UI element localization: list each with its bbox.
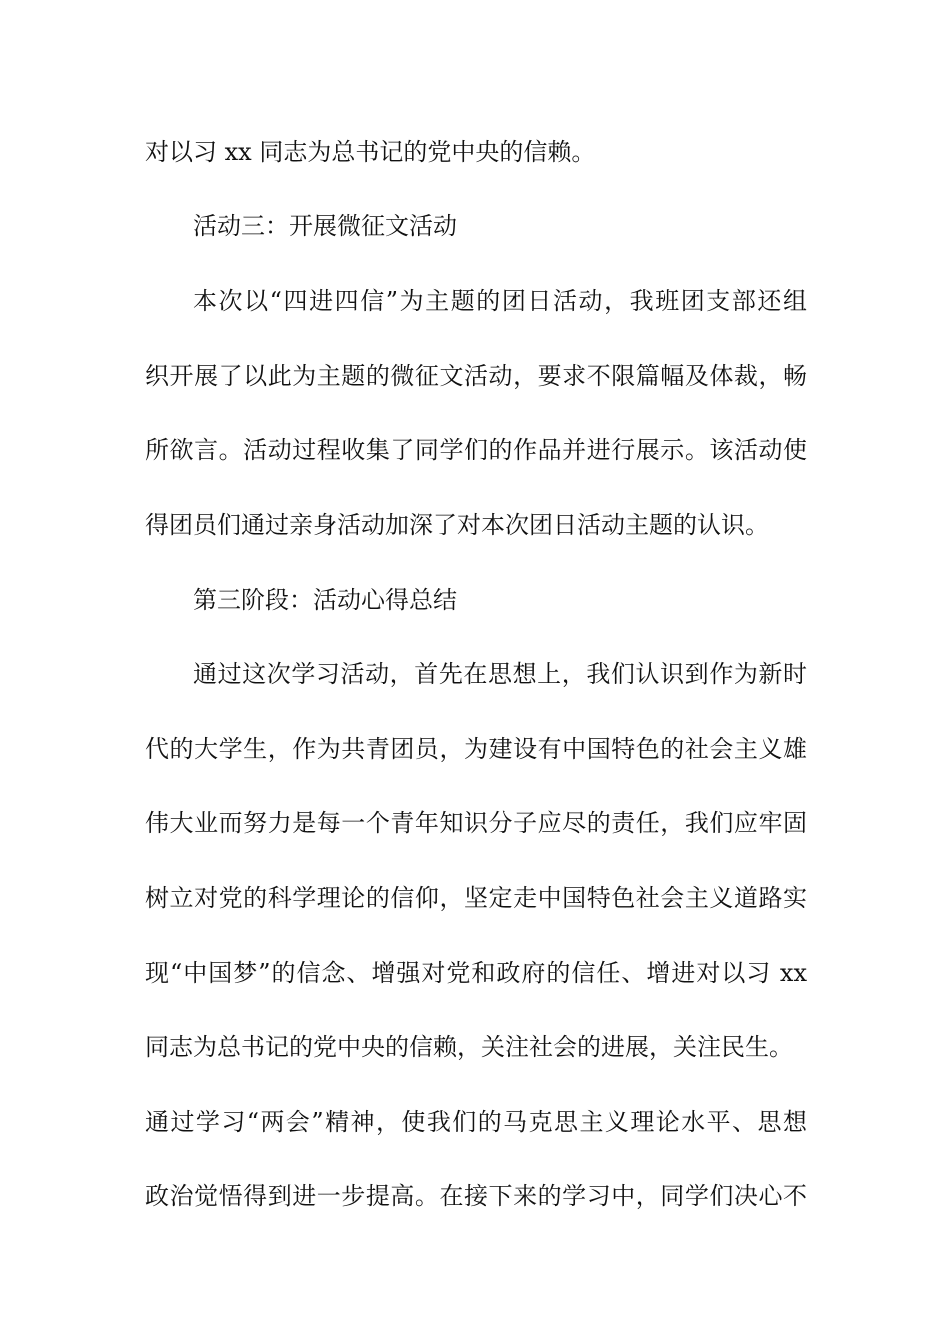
text-line-15: 政治觉悟得到进一步提高。在接下来的学习中，同学们决心不 xyxy=(145,1182,807,1210)
section-heading-stage-three: 第三阶段：活动心得总结 xyxy=(193,586,457,614)
text-line-6: 得团员们通过亲身活动加深了对本次团日活动主题的认识。 xyxy=(145,511,769,539)
section-heading-activity-three: 活动三：开展微征文活动 xyxy=(193,212,457,240)
text-line-8: 通过这次学习活动，首先在思想上，我们认识到作为新时 xyxy=(193,660,807,688)
text-line-4: 织开展了以此为主题的微征文活动，要求不限篇幅及体裁，畅 xyxy=(145,362,807,390)
text-line-5: 所欲言。活动过程收集了同学们的作品并进行展示。该活动使 xyxy=(145,436,807,464)
text-line-10: 伟大业而努力是每一个青年知识分子应尽的责任，我们应牢固 xyxy=(145,809,807,837)
text-line-1: 对以习 xx 同志为总书记的党中央的信赖。 xyxy=(145,138,596,166)
text-line-3: 本次以“四进四信”为主题的团日活动，我班团支部还组 xyxy=(193,287,807,315)
text-line-13: 同志为总书记的党中央的信赖，关注社会的进展，关注民生。 xyxy=(145,1033,793,1061)
text-line-12: 现“中国梦”的信念、增强对党和政府的信任、增进对以习 xx xyxy=(145,959,807,987)
text-line-14: 通过学习“两会”精神，使我们的马克思主义理论水平、思想 xyxy=(145,1108,807,1136)
text-line-11: 树立对党的科学理论的信仰，坚定走中国特色社会主义道路实 xyxy=(145,884,807,912)
text-line-9: 代的大学生，作为共青团员，为建设有中国特色的社会主义雄 xyxy=(145,735,807,763)
